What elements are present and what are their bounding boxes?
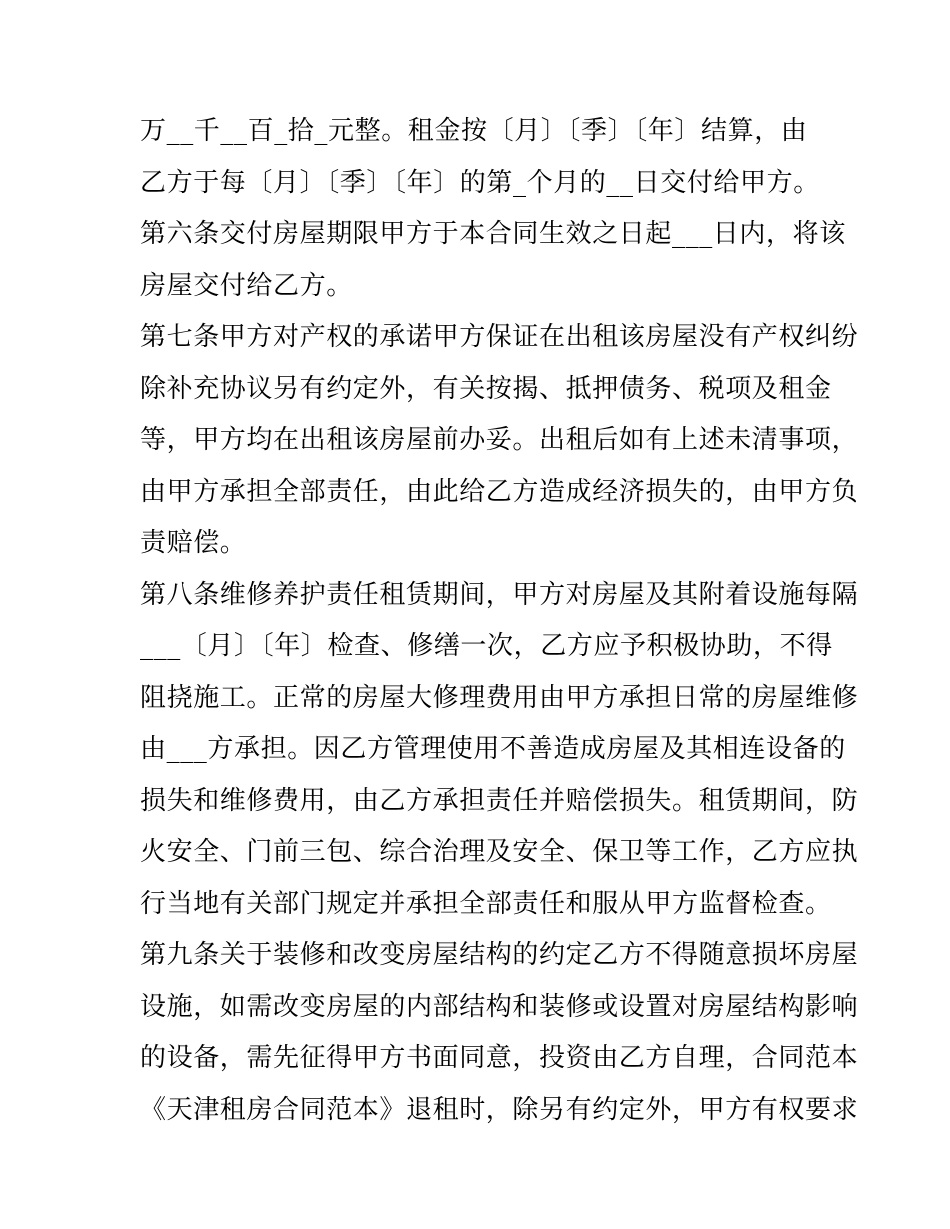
text-line: 第八条维修养护责任租赁期间，甲方对房屋及其附着设施每隔 [140,579,859,610]
text-line: ___〔月〕〔年〕检查、修缮一次，乙方应予积极协助，不得 [140,631,833,661]
document-body [140,106,859,1136]
text-line: 责赔偿。 [140,528,247,558]
text-line: 第九条关于装修和改变房屋结构的约定乙方不得随意损坏房屋 [140,940,859,970]
text-line: 行当地有关部门规定并承担全部责任和服从甲方监督检查。 [140,888,832,919]
text-line: 第七条甲方对产权的承诺甲方保证在出租该房屋没有产权纠纷 [140,322,859,352]
text-line: 损失和维修费用，由乙方承担责任并赔偿损失。租赁期间，防 [140,785,859,816]
text-line: 等，甲方均在出租该房屋前办妥。出租后如有上述未清事项， [140,425,859,455]
text-line: 的设备，需先征得甲方书面同意，投资由乙方自理，合同范本 [140,1043,859,1073]
text-line: 房屋交付给乙方。 [140,270,353,301]
text-line: 由___方承担。因乙方管理使用不善造成房屋及其相连设备的 [140,734,846,764]
text-line: 除补充协议另有约定外，有关按揭、抵押债务、税项及租金 [140,373,832,404]
text-line: 火安全、门前三包、综合治理及安全、保卫等工作，乙方应执 [140,837,859,867]
text-line: 乙方于每〔月〕〔季〕〔年〕的第_个月的__日交付给甲方。 [140,167,820,198]
text-line: 《天津租房合同范本》退租时，除另有约定外，甲方有权要求 [140,1094,859,1125]
text-line: 阻挠施工。正常的房屋大修理费用由甲方承担日常的房屋维修 [140,682,859,713]
text-line: 万__千__百_拾_元整。租金按〔月〕〔季〕〔年〕结算，由 [140,116,808,146]
text-line: 设施，如需改变房屋的内部结构和装修或设置对房屋结构影响 [140,991,859,1022]
text-line: 由甲方承担全部责任，由此给乙方造成经济损失的，由甲方负 [140,476,859,507]
text-line: 第六条交付房屋期限甲方于本合同生效之日起___日内，将该 [140,219,846,249]
